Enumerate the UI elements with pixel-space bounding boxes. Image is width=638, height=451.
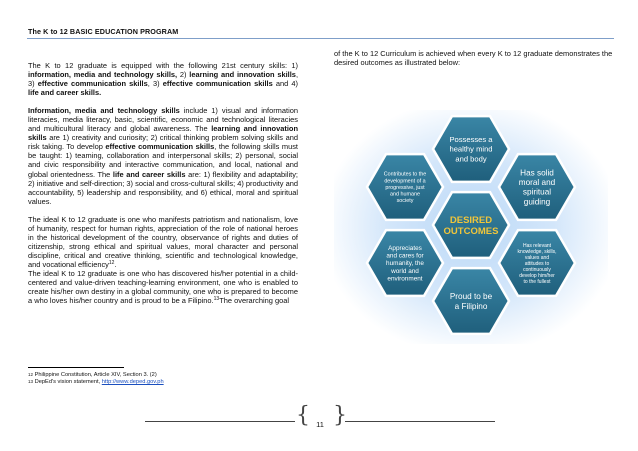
footer-rule-right [345, 421, 495, 422]
hex-text-line: development of a [384, 178, 426, 185]
right-column-intro: of the K to 12 Curriculum is achieved when every K to 12 graduate demonstrates the desired outcomes as illustrated below: [334, 49, 613, 68]
footnote-ref-13: 13 [213, 296, 220, 303]
hex-text-line: Contributes to the [383, 171, 427, 178]
hex-text-line: Appreciates [388, 245, 422, 252]
footnote-13: $^{13}$ DepEd's vision statement, http://www.deped.gov.ph [28, 379, 164, 385]
hex-text-line: attitudes to [524, 260, 550, 267]
running-header: The K to 12 BASIC EDUCATION PROGRAM [28, 27, 179, 36]
paragraph-skills-detail: Information, media and technology skills include 1) visual and information literacies, media literacy, basic, scientific, economic and technological literacies and multicultural literacy and global awareness. The learning and innovation skills are 1) creativity and curiosity; 2) critical thinking problem solving skills and risk taking. To develop effective communication skills, the following skills must be taught: 1) teaming, collaboration and interpersonal skills; 2) personal, social and civic responsibility and interactive communication, and local, national and global orientedness. The life and career skills are: 1) flexibility and adaptability; 2) initiative and self-direction; 3) social and cross-cultural skills; 4) productivity and accountability, 5) leadership and responsibility, and 6) ethical, moral and spiritual values. [28, 106, 299, 206]
footnote-12: $^{12}$ Philippine Constitution, Article XIV, Section 3. (2) [28, 372, 157, 378]
hex-text-line: to the fullest [523, 278, 551, 285]
deped-link[interactable]: http://www.deped.gov.ph [101, 379, 164, 385]
footnote-rule [28, 367, 124, 368]
hex-text-line: and cares for [386, 252, 424, 260]
hex-text-line: spiritual [522, 187, 552, 197]
hex-text-line: values and [524, 254, 550, 261]
header-rule [27, 38, 614, 39]
footer-rule-left [145, 421, 295, 422]
hex-text-line: moral and [518, 178, 556, 188]
paragraph-ideal-graduate-1: The ideal K to 12 graduate is one who manifests patriotism and nationalism, love of humanity, respect for human rights, appreciation of the role of national heroes in the historical development of the country, observance of rights and duties of citizenship, strong ethical and spiritual values, moral character and personal discipline, critical and creative thinking, scientific and technological knowledge, and vocational efficiency$^{12}$. [28, 214, 298, 269]
hex-text-line: progressive, just [385, 184, 425, 191]
hex-text-line: world and [391, 267, 419, 275]
hex-text-line: knowledge, skills, [517, 248, 557, 255]
hex-text-line: Has relevant [522, 242, 552, 249]
hex-text-line: humanity, the [386, 260, 424, 268]
hex-text-line: Possesses a [449, 135, 493, 145]
hex-text-line: environment [387, 275, 423, 283]
hex-text-line: guiding [523, 197, 551, 207]
hex-text-line: and humane [390, 191, 420, 198]
paragraph-ideal-graduate-2: The ideal K to 12 graduate is one who has discovered his/her potential in a child-centered and value-driven teaching-learning environment, one who is enabled to create his/her own destiny in a global community, one who is prepared to become a who loves his/her country and is proud to be a Filipino.$^{13}$The overarching goal [28, 268, 298, 306]
page-number: 11 [316, 420, 324, 429]
hex-text-line: DESIRED [449, 214, 493, 226]
hex-text-line: OUTCOMES [443, 225, 499, 237]
hex-text-line: continuously [523, 266, 551, 273]
hex-text-line: Proud to be [449, 292, 493, 301]
paragraph-skills-intro: The K to 12 graduate is equipped with the following 21st century skills: 1) information, media and technology skills, 2) learning and innovation skills, 3) effective communication skills, 3) effective communication skills and 4) life and career skills. [28, 61, 299, 98]
hex-text-line: healthy mind [449, 144, 493, 154]
desired-outcomes-diagram [334, 110, 608, 344]
footer-bracket-right: } [333, 403, 347, 428]
hex-text-line: a Filipino [454, 301, 488, 311]
hex-text-line: and body [455, 154, 487, 164]
left-column [28, 61, 298, 305]
hex-text-line: society [396, 198, 414, 205]
hex-text-line: Has solid [520, 168, 554, 178]
footer-bracket-left: { [296, 403, 310, 428]
hex-text-line: develop him/her [519, 272, 555, 279]
footnote-ref-12: 12 [108, 259, 115, 266]
